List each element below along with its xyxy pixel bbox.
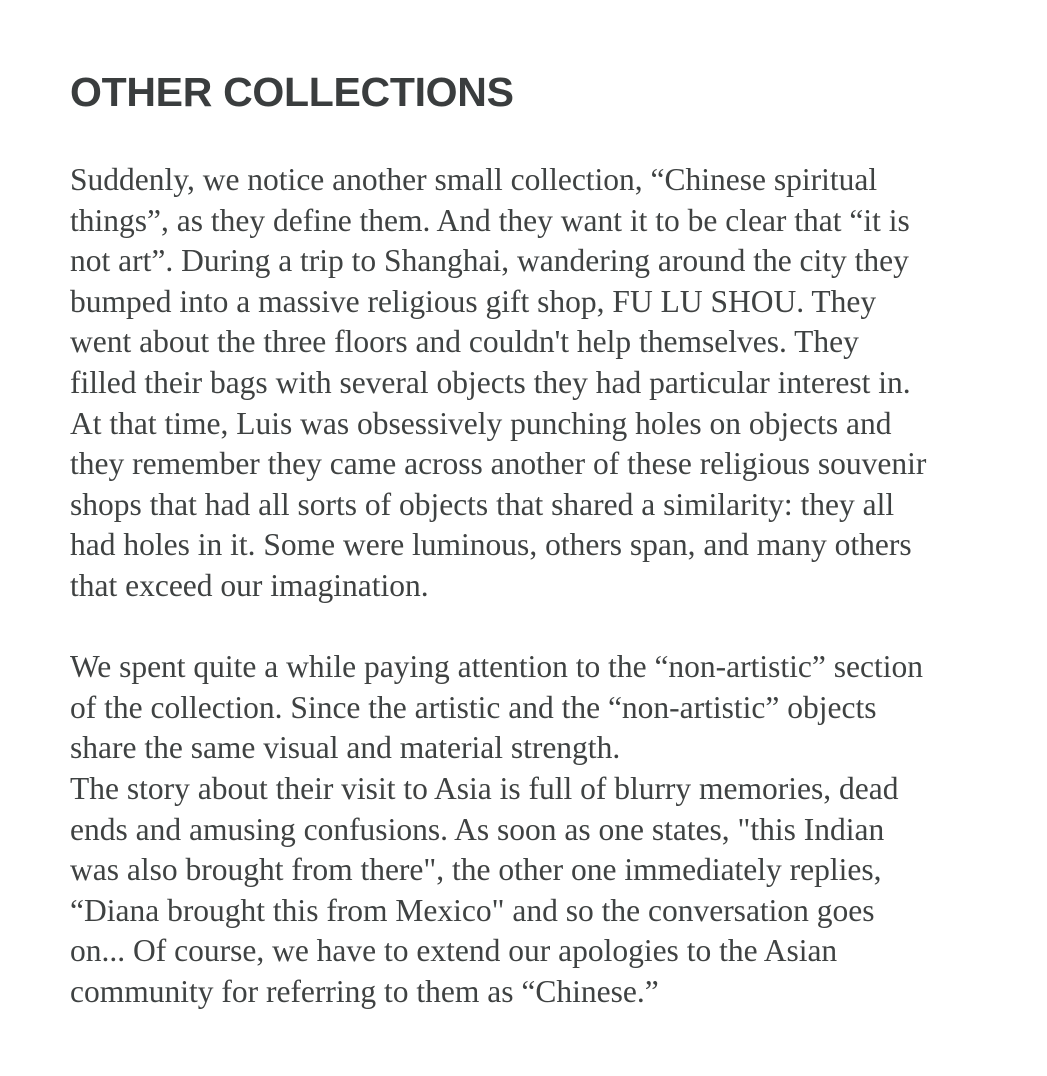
text-line: “Diana brought this from Mexico" and so the conversation goes bbox=[70, 892, 875, 928]
text-line: had holes in it. Some were luminous, others span, and many others bbox=[70, 527, 912, 563]
text-line: The story about their visit to Asia is full of blurry memories, dead bbox=[70, 770, 899, 806]
paragraph-visit-to-asia bbox=[70, 769, 1010, 1013]
text-line: bumped into a massive religious gift shop, FU LU SHOU. They bbox=[70, 283, 877, 319]
text-line: shops that had all sorts of objects that shared a similarity: they all bbox=[70, 486, 895, 522]
text-line: things”, as they define them. And they want it to be clear that “it is bbox=[70, 202, 910, 238]
paragraph-spacer bbox=[70, 607, 1010, 648]
text-line: was also brought from there", the other one immediately replies, bbox=[70, 852, 882, 888]
text-line: went about the three floors and couldn't help themselves. They bbox=[70, 324, 859, 360]
text-line: that exceed our imagination. bbox=[70, 567, 429, 603]
text-line: share the same visual and material strength. bbox=[70, 730, 621, 766]
text-line: of the collection. Since the artistic and the “non-artistic” objects bbox=[70, 689, 877, 725]
text-line: ends and amusing confusions. As soon as one states, "this Indian bbox=[70, 811, 885, 847]
article bbox=[70, 66, 1010, 1012]
text-line: Suddenly, we notice another small collection, “Chinese spiritual bbox=[70, 162, 878, 197]
text-line: community for referring to them as “Chinese.” bbox=[70, 973, 659, 1009]
paragraph-non-artistic-section bbox=[70, 647, 1010, 769]
page-title: OTHER COLLECTIONS bbox=[70, 69, 514, 115]
text-line: on... Of course, we have to extend our apologies to the Asian bbox=[70, 933, 838, 969]
text-line: We spent quite a while paying attention to the “non-artistic” section bbox=[70, 649, 923, 685]
paragraph-chinese-spiritual-things bbox=[70, 160, 1010, 607]
text-line: they remember they came across another of these religious souvenir bbox=[70, 446, 927, 482]
text-line: filled their bags with several objects they had particular interest in. bbox=[70, 364, 911, 400]
text-line: At that time, Luis was obsessively punching holes on objects and bbox=[70, 405, 892, 441]
text-line: not art”. During a trip to Shanghai, wandering around the city they bbox=[70, 243, 909, 279]
